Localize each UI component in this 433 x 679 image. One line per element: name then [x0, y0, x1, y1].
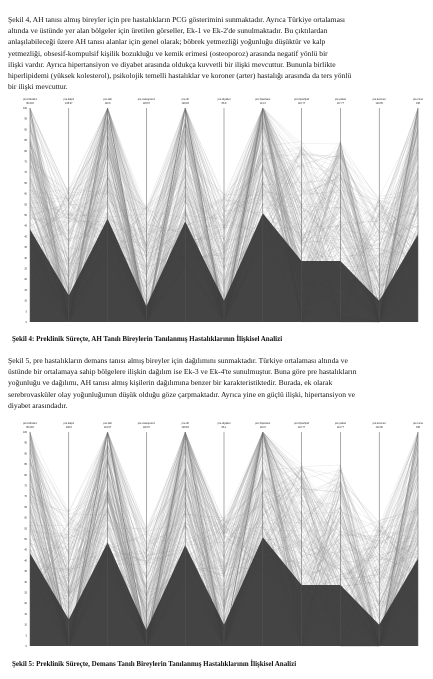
axis-name: pre.koroner [372, 98, 386, 101]
y-tick-label: 20 [24, 278, 27, 282]
y-tick-label: 100 [23, 107, 27, 110]
axis-name: pre.okb [103, 98, 112, 101]
axis-top-value: 86.1 [221, 426, 227, 429]
y-tick-label: 60 [24, 516, 27, 520]
axis-name: pre.kalp1 [63, 422, 75, 425]
axis-top-value: 118.97 [142, 102, 150, 105]
axis-top-value: 86.8 [221, 102, 227, 105]
y-tick-label: 75 [24, 160, 27, 164]
paragraph-line: yoğunluğu ve dağılımı, AH tanısı almış kişilerin dağılımına benzer bir karakteristiktedir. Burada, ek olarak [8, 378, 333, 388]
paragraph-line: bir ilişki mevcuttur. [8, 82, 68, 92]
axis-name: pre.psikol [334, 98, 346, 101]
axis-name: pre.osteoporoz [137, 98, 156, 101]
y-tick-label: 85 [24, 139, 27, 143]
axis-top-value: 158 [416, 102, 420, 105]
axis-top-value: 110.5 [259, 426, 266, 429]
axis-name: pre.böbrek1 [23, 422, 37, 425]
axis-name: pre.okb [103, 422, 112, 425]
y-tick-label: 5 [25, 310, 27, 314]
y-tick-label: 90 [24, 128, 27, 132]
axis-name: pre.diyabet [217, 98, 231, 101]
axis-top-value: 110.77 [298, 102, 306, 105]
axis-name: pre.inme [412, 422, 424, 425]
axis-name: pre.hipertans [255, 98, 271, 101]
axis-top-value: 118.97 [142, 426, 150, 429]
axis-top-value: 110.77 [298, 426, 306, 429]
axis-top-value: 119.57 [104, 426, 112, 429]
axis-top-value: 114.3 [259, 102, 266, 105]
y-tick-label: 50 [24, 538, 27, 541]
axis-top-value: 108.6 [65, 426, 72, 429]
y-tick-label: 55 [24, 203, 27, 207]
y-tick-label: 45 [24, 548, 27, 552]
y-tick-label: 40 [24, 235, 27, 239]
axis-name: pre.hipertans [255, 422, 271, 425]
paragraph-line: hiperlipidemi (yüksek kolesterol), psikolojik temelli hastalıklar ve koroner (arter) hastalığı arasında da ters yönlü [8, 71, 352, 81]
paragraph-line: altında ve üstünde yer alan bölgeler için üretilen görseller, Ek-1 ve Ek-2'de sunulmaktadır. Bu çıktılardan [8, 26, 328, 36]
axis-top-value: 158 [416, 426, 420, 429]
y-tick-label: 0 [25, 645, 27, 648]
axis-top-value: 114.77 [336, 426, 344, 429]
y-tick-label: 70 [24, 495, 27, 499]
paragraph-1 [8, 14, 426, 92]
y-tick-label: 35 [24, 570, 27, 574]
y-tick-label: 10 [24, 299, 27, 303]
paragraph-line: yetmezliği, obsesif-kompulsif kişilik bozukluğu ve kemik erimesi (osteoporoz) arasında negatif yönlü bir [8, 48, 328, 58]
axis-name: pre.psikol [334, 422, 346, 425]
y-tick-label: 45 [24, 224, 27, 228]
y-tick-label: 50 [24, 214, 27, 217]
figure-4-plot [16, 96, 426, 332]
figure-4-parallel-coordinates [16, 96, 426, 332]
y-tick-label: 65 [24, 505, 27, 509]
axis-name: pre.böbrek1 [23, 98, 37, 101]
y-tick-label: 10 [24, 623, 27, 627]
y-tick-label: 75 [24, 484, 27, 488]
y-tick-label: 70 [24, 171, 27, 175]
y-tick-label: 95 [24, 117, 27, 121]
y-tick-label: 80 [24, 149, 27, 153]
y-tick-label: 95 [24, 441, 27, 445]
figure-5-plot [16, 420, 426, 656]
y-tick-label: 25 [24, 267, 27, 271]
y-tick-label: 85 [24, 463, 27, 467]
y-tick-label: 90 [24, 452, 27, 456]
y-tick-label: 100 [23, 431, 27, 434]
y-tick-label: 25 [24, 591, 27, 595]
axis-top-value: 110.05 [375, 426, 383, 429]
axis-name: pre.osteoporoz [137, 422, 156, 425]
axis-name: pre.hiperlipid [294, 422, 310, 425]
axis-name: pre.koroner [372, 422, 386, 425]
y-tick-label: 40 [24, 559, 27, 563]
y-tick-label: 5 [25, 634, 27, 638]
axis-top-value: 117.77 [336, 102, 344, 105]
axis-name: pre.inme [412, 98, 424, 101]
axis-top-value: 80.003 [26, 102, 34, 105]
axis-top-value: 109.93 [181, 426, 189, 429]
axis-name: pre.dil [181, 422, 189, 425]
y-ticks [23, 107, 28, 324]
y-tick-label: 0 [25, 321, 27, 324]
paragraph-line: Şekil 4, AH tanısı almış bireyler için pre hastalıkların PCG gösterimini sunmaktadır. Ayrıca Türkiye ortalaması [8, 15, 346, 24]
axis-top-value: 80.003 [26, 426, 34, 429]
axis-name: pre.dil [181, 98, 189, 101]
axis-name: pre.hiperlipid [294, 98, 310, 101]
figure-5-parallel-coordinates [16, 420, 426, 656]
y-tick-label: 55 [24, 527, 27, 531]
figure-5-caption: Şekil 5: Preklinik Süreçte, Demans Tanılı Bireylerin Tanılanmış Hastalıklarının İlişkisel Analizi [12, 660, 297, 668]
y-tick-label: 30 [24, 256, 27, 260]
paragraph-line: serebrovasküler olay yoğunluğunun düşük olduğu göze çarpmaktadır. Ayrıca yine en güçlü ilişki, hipertansiyon ve [8, 389, 356, 399]
axis-top-value: 110.6 [104, 102, 111, 105]
paragraph-2 [8, 355, 426, 411]
axis-top-value: 120.05 [375, 102, 383, 105]
y-tick-label: 80 [24, 473, 27, 477]
y-tick-label: 65 [24, 181, 27, 185]
paragraph-line: ilişki vardır. Ayrıca hipertansiyon ve diyabet arasında oldukça kuvvetli bir ilişki mevcuttur. Bununla birlikte [8, 59, 336, 69]
figure-4-caption: Şekil 4: Preklinik Süreçte, AH Tanılı Bireylerin Tanılanmış Hastalıklarının İlişkisel Analizi [12, 335, 283, 343]
y-tick-label: 20 [24, 602, 27, 606]
paragraph-line: anlaşılabileceği üzere AH tanısı alanlar için genel olarak; böbrek yetmezliği yoğunluğu düşüktür ve kalp [8, 37, 326, 47]
axis-top-value: 108.97 [65, 102, 73, 105]
axis-name: pre.diyabet [217, 422, 231, 425]
axis-name: pre.kalp1 [63, 98, 75, 101]
y-tick-label: 15 [24, 612, 27, 616]
paragraph-line: üstünde bir ortalamaya sahip bölgelere ilişkin dağılım ise Ek-3 ve Ek-4'te sunulmuştur. Buna göre pre hastalıkların [8, 367, 357, 377]
y-ticks [23, 431, 28, 648]
paragraph-line: diyabet arasındadır. [8, 400, 68, 410]
y-tick-label: 30 [24, 580, 27, 584]
y-tick-label: 35 [24, 246, 27, 250]
y-tick-label: 15 [24, 288, 27, 292]
y-tick-label: 60 [24, 192, 27, 196]
axis-top-value: 109.93 [181, 102, 189, 105]
paragraph-line: Şekil 5, pre hastalıkların demans tanısı almış bireyler için dağılımını sunmaktadır. Türkiye ortalaması altında ve [8, 356, 348, 365]
